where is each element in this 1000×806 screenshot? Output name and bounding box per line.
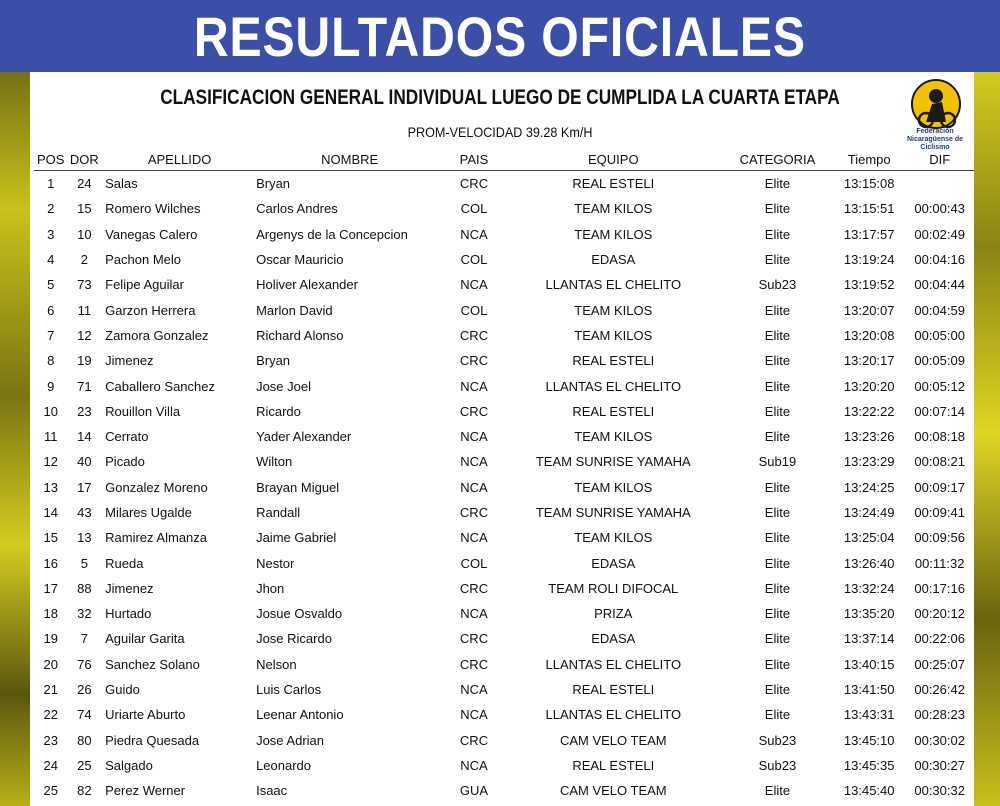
table-row — [34, 677, 974, 702]
cell-gap: 00:08:18 — [914, 429, 965, 445]
cell-country: NCA — [460, 682, 488, 698]
cell-gap: 00:08:21 — [914, 454, 965, 470]
cell-position: 22 — [43, 707, 58, 723]
table-row — [34, 449, 974, 474]
cell-bib-number: 5 — [80, 555, 88, 571]
cell-position: 13 — [43, 479, 58, 495]
cell-category: Elite — [764, 302, 791, 318]
cell-team: TEAM KILOS — [574, 429, 653, 445]
cell-first-name: Richard Alonso — [256, 327, 344, 343]
cell-bib-number: 74 — [77, 707, 92, 723]
cell-bib-number: 12 — [77, 327, 92, 343]
cell-position: 12 — [43, 454, 58, 470]
cell-bib-number: 25 — [77, 757, 92, 773]
table-row — [34, 475, 974, 500]
cell-first-name: Brayan Miguel — [256, 479, 340, 495]
cell-first-name: Marlon David — [256, 302, 333, 318]
cell-first-name: Jaime Gabriel — [256, 530, 337, 546]
cell-team: REAL ESTELI — [572, 403, 655, 419]
cell-position: 4 — [47, 252, 55, 268]
cell-position: 3 — [47, 226, 55, 242]
cell-time: 13:19:52 — [843, 277, 895, 293]
cell-country: COL — [460, 201, 488, 217]
cell-first-name: Ricardo — [256, 403, 301, 419]
cell-team: TEAM KILOS — [574, 201, 653, 217]
cell-position: 9 — [47, 378, 55, 394]
table-row — [34, 323, 974, 348]
cell-bib-number: 82 — [77, 783, 92, 799]
cell-bib-number: 80 — [77, 732, 92, 748]
cell-bib-number: 24 — [77, 176, 92, 192]
cell-surname: Garzon Herrera — [105, 302, 196, 318]
cell-country: COL — [460, 302, 488, 318]
cell-team: REAL ESTELI — [572, 757, 655, 773]
cell-gap: 00:20:12 — [914, 606, 965, 622]
cell-first-name: Leonardo — [256, 757, 312, 773]
cell-category: Elite — [764, 555, 791, 571]
cell-surname: Piedra Quesada — [105, 732, 200, 748]
cell-gap: 00:04:44 — [914, 277, 965, 293]
cell-country: CRC — [459, 403, 489, 419]
cell-team: CAM VELO TEAM — [559, 783, 667, 799]
cell-country: NCA — [460, 757, 488, 773]
table-row — [34, 601, 974, 626]
table-row — [34, 576, 974, 601]
cell-surname: Rueda — [105, 555, 144, 571]
cell-time: 13:17:57 — [843, 226, 895, 242]
table-row — [34, 247, 974, 272]
cell-position: 14 — [43, 505, 58, 520]
results-body — [34, 171, 974, 804]
header-equipo: EQUIPO — [505, 148, 722, 171]
cell-category: Elite — [764, 201, 791, 217]
cell-country: NCA — [460, 530, 488, 546]
cell-category: Elite — [764, 580, 791, 596]
cell-time: 13:20:17 — [843, 353, 895, 369]
cell-first-name: Nestor — [256, 555, 295, 571]
cell-category: Elite — [764, 378, 791, 394]
cell-surname: Pachon Melo — [105, 252, 182, 268]
table-row — [34, 424, 974, 449]
cell-surname: Hurtado — [105, 606, 152, 622]
cell-time: 13:25:04 — [843, 530, 895, 546]
cell-team: EDASA — [591, 631, 636, 647]
cell-first-name: Luis Carlos — [256, 682, 322, 698]
cell-category: Elite — [764, 176, 791, 192]
cell-country: CRC — [459, 505, 489, 520]
cell-team: EDASA — [591, 555, 636, 571]
cell-position: 16 — [43, 555, 58, 571]
cell-first-name: Oscar Mauricio — [256, 252, 344, 268]
page-title: CLASIFICACION GENERAL INDIVIDUAL LUEGO DE CUMPLIDA LA CUARTA ETAPA — [160, 86, 840, 109]
cell-surname: Perez Werner — [105, 783, 186, 799]
cell-time: 13:45:10 — [843, 732, 895, 748]
cell-category: Sub23 — [758, 757, 797, 773]
cell-team: CAM VELO TEAM — [559, 732, 667, 748]
header-tiempo: Tiempo — [833, 148, 905, 171]
cell-category: Elite — [764, 682, 791, 698]
cell-time: 13:45:40 — [843, 783, 895, 799]
cell-country: NCA — [460, 429, 488, 445]
cell-position: 20 — [43, 656, 58, 672]
cell-position: 11 — [44, 429, 58, 445]
cell-position: 17 — [43, 580, 58, 596]
cell-country: NCA — [460, 226, 488, 242]
cell-category: Elite — [764, 479, 791, 495]
cell-surname: Jimenez — [105, 353, 154, 369]
cell-first-name: Carlos Andres — [256, 201, 338, 217]
cell-position: 10 — [43, 403, 58, 419]
cell-country: CRC — [459, 327, 489, 343]
table-row — [34, 550, 974, 575]
cell-gap: 00:09:41 — [914, 505, 965, 520]
cell-gap: 00:25:07 — [914, 656, 965, 672]
cell-bib-number: 73 — [77, 277, 92, 293]
cell-gap: 00:00:43 — [914, 201, 965, 217]
cell-team: LLANTAS EL CHELITO — [545, 277, 682, 293]
cell-first-name: Josue Osvaldo — [256, 606, 343, 622]
cell-gap: 00:30:27 — [914, 757, 965, 773]
cell-surname: Sanchez Solano — [105, 656, 200, 672]
cell-country: GUA — [459, 783, 489, 799]
cell-country: CRC — [459, 580, 489, 596]
cell-team: REAL ESTELI — [572, 353, 655, 369]
cell-surname: Vanegas Calero — [105, 226, 198, 242]
title-banner — [0, 0, 1000, 72]
cell-position: 7 — [47, 327, 55, 343]
cell-bib-number: 17 — [77, 479, 92, 495]
cell-time: 13:23:26 — [843, 429, 895, 445]
cell-time: 13:41:50 — [843, 682, 895, 698]
cell-team: TEAM SUNRISE YAMAHA — [535, 505, 691, 520]
header-nombre: NOMBRE — [254, 148, 443, 171]
cell-position: 8 — [47, 353, 55, 369]
table-row — [34, 500, 974, 525]
table-row — [34, 728, 974, 753]
cell-gap: 00:05:00 — [914, 327, 965, 343]
results-table — [34, 148, 974, 803]
cell-country: COL — [460, 252, 488, 268]
cell-position: 21 — [43, 682, 58, 698]
table-row — [34, 702, 974, 727]
cell-category: Elite — [764, 327, 791, 343]
cell-category: Elite — [764, 606, 791, 622]
cell-position: 25 — [43, 783, 58, 799]
cell-bib-number: 26 — [77, 682, 92, 698]
cell-team: TEAM KILOS — [574, 327, 653, 343]
cell-time: 13:32:24 — [843, 580, 895, 596]
cell-surname: Salgado — [105, 757, 153, 773]
cell-country: NCA — [460, 707, 488, 723]
cell-team: PRIZA — [594, 606, 633, 622]
cell-gap: 00:09:17 — [914, 479, 965, 495]
cell-surname: Guido — [105, 682, 140, 698]
cell-surname: Uriarte Aburto — [105, 707, 186, 723]
cell-position: 15 — [43, 530, 58, 546]
cell-position: 6 — [47, 302, 55, 318]
cell-first-name: Jose Joel — [256, 378, 311, 394]
cell-category: Elite — [764, 429, 791, 445]
cell-first-name: Argenys de la Concepcion — [256, 226, 408, 242]
cell-position: 2 — [47, 201, 55, 217]
table-row — [34, 652, 974, 677]
cell-bib-number: 10 — [77, 226, 92, 242]
cell-position: 5 — [47, 277, 55, 293]
cell-team: REAL ESTELI — [572, 682, 655, 698]
cell-position: 19 — [43, 631, 58, 647]
cell-team: REAL ESTELI — [572, 176, 655, 192]
cell-bib-number: 15 — [77, 201, 92, 217]
table-row — [34, 196, 974, 221]
cell-time: 13:35:20 — [843, 606, 895, 622]
cell-country: COL — [460, 555, 488, 571]
header-apellido: APELLIDO — [101, 148, 254, 171]
cell-team: TEAM KILOS — [574, 226, 653, 242]
cell-surname: Romero Wilches — [105, 201, 201, 217]
table-header-row — [34, 148, 974, 171]
cell-gap: 00:05:12 — [914, 378, 965, 394]
cell-surname: Jimenez — [105, 580, 154, 596]
cell-position: 1 — [47, 176, 55, 192]
cell-category: Elite — [764, 707, 791, 723]
cell-bib-number: 76 — [77, 656, 92, 672]
cell-gap: 00:22:06 — [914, 631, 965, 647]
cell-first-name: Nelson — [256, 656, 297, 672]
table-row — [34, 222, 974, 247]
cell-time: 13:40:15 — [843, 656, 895, 672]
cell-first-name: Bryan — [256, 353, 291, 369]
cell-first-name: Jose Adrian — [256, 732, 325, 748]
table-row — [34, 525, 974, 550]
table-row — [34, 348, 974, 373]
cell-surname: Salas — [105, 176, 138, 192]
cell-category: Sub19 — [758, 454, 797, 470]
cell-first-name: Leenar Antonio — [256, 707, 344, 723]
cell-gap: 00:28:23 — [914, 707, 965, 723]
cell-surname: Felipe Aguilar — [105, 277, 184, 293]
cell-gap: 00:26:42 — [914, 682, 965, 698]
cell-time: 13:19:24 — [843, 252, 895, 268]
cell-surname: Cerrato — [105, 429, 149, 445]
cell-category: Elite — [764, 656, 791, 672]
header-dor: DOR — [68, 148, 102, 171]
cell-category: Elite — [764, 783, 791, 799]
cell-time: 13:24:49 — [843, 505, 895, 520]
cell-category: Elite — [764, 530, 791, 546]
cell-team: TEAM ROLI DIFOCAL — [548, 580, 679, 596]
cell-gap: 00:11:32 — [914, 555, 965, 571]
table-row — [34, 399, 974, 424]
cell-country: NCA — [460, 277, 488, 293]
cell-first-name: Holiver Alexander — [256, 277, 358, 293]
cell-team: EDASA — [591, 252, 636, 268]
cell-country: CRC — [459, 353, 489, 369]
cell-country: NCA — [460, 606, 488, 622]
cell-category: Elite — [764, 353, 791, 369]
cell-bib-number: 11 — [77, 302, 92, 318]
cell-time: 13:15:08 — [843, 176, 895, 192]
cell-gap — [905, 171, 974, 197]
cell-surname: Gonzalez Moreno — [105, 479, 208, 495]
cell-category: Elite — [764, 252, 791, 268]
cell-time: 13:23:29 — [843, 454, 895, 470]
cell-gap: 00:04:16 — [914, 252, 965, 268]
cell-team: LLANTAS EL CHELITO — [545, 656, 682, 672]
table-row — [34, 778, 974, 803]
cell-surname: Rouillon Villa — [105, 403, 181, 419]
cell-surname: Caballero Sanchez — [105, 378, 215, 394]
cell-gap: 00:05:09 — [914, 353, 965, 369]
cell-bib-number: 43 — [77, 505, 92, 520]
cell-first-name: Isaac — [256, 783, 288, 799]
cell-team: TEAM KILOS — [574, 530, 653, 546]
cell-country: NCA — [460, 454, 488, 470]
cell-position: 18 — [43, 606, 58, 622]
cell-bib-number: 2 — [80, 252, 88, 268]
header-categoria: CATEGORIA — [722, 148, 833, 171]
cell-category: Elite — [764, 631, 791, 647]
cell-surname: Picado — [105, 454, 145, 470]
cell-country: CRC — [459, 656, 489, 672]
cell-gap: 00:04:59 — [914, 302, 965, 318]
cell-time: 13:22:22 — [843, 403, 895, 419]
cell-team: LLANTAS EL CHELITO — [545, 707, 682, 723]
cell-bib-number: 23 — [77, 403, 92, 419]
cell-time: 13:24:25 — [843, 479, 895, 495]
cell-category: Sub23 — [758, 277, 797, 293]
cell-time: 13:20:20 — [843, 378, 895, 394]
cell-surname: Ramirez Almanza — [105, 530, 208, 546]
cell-category: Elite — [764, 226, 791, 242]
cell-surname: Aguilar Garita — [105, 631, 185, 647]
table-row — [34, 297, 974, 322]
cell-time: 13:37:14 — [843, 631, 895, 647]
cell-country: CRC — [459, 631, 489, 647]
header-pos: POS — [34, 148, 68, 171]
cell-team: LLANTAS EL CHELITO — [545, 378, 682, 394]
header-dif: DIF — [905, 148, 974, 171]
banner-title: RESULTADOS OFICIALES — [193, 4, 807, 68]
cell-first-name: Randall — [256, 505, 301, 520]
table-row — [34, 753, 974, 778]
table-row — [34, 373, 974, 398]
cell-country: CRC — [459, 732, 489, 748]
cell-time: 13:15:51 — [843, 201, 895, 217]
cell-gap: 00:02:49 — [914, 226, 965, 242]
results-sheet — [30, 72, 974, 806]
cell-bib-number: 7 — [80, 631, 88, 647]
cell-bib-number: 71 — [77, 378, 92, 394]
cell-team: TEAM KILOS — [574, 479, 653, 495]
cell-country: NCA — [460, 479, 488, 495]
table-row — [34, 626, 974, 651]
cell-time: 13:20:07 — [843, 302, 895, 318]
average-speed: PROM-VELOCIDAD 39.28 Km/H — [407, 124, 593, 140]
cell-category: Sub23 — [758, 732, 797, 748]
cell-first-name: Jose Ricardo — [256, 631, 332, 647]
cell-gap: 00:30:02 — [914, 732, 965, 748]
cell-gap: 00:09:56 — [914, 530, 965, 546]
header-pais: PAIS — [443, 148, 504, 171]
cell-country: CRC — [459, 176, 489, 192]
table-row — [34, 272, 974, 297]
cell-time: 13:43:31 — [843, 707, 895, 723]
cell-team: TEAM SUNRISE YAMAHA — [535, 454, 691, 470]
cell-first-name: Jhon — [256, 580, 285, 596]
cell-first-name: Wilton — [256, 454, 293, 470]
cell-gap: 00:17:16 — [914, 580, 965, 596]
cell-gap: 00:30:32 — [914, 783, 965, 799]
logo-text: Federación Nicaragüense de Ciclismo — [906, 128, 964, 151]
cell-time: 13:45:35 — [843, 757, 895, 773]
cell-first-name: Bryan — [256, 176, 291, 192]
cell-country: NCA — [460, 378, 488, 394]
cell-position: 23 — [43, 732, 58, 748]
table-row — [34, 171, 974, 197]
cell-position: 24 — [43, 757, 58, 773]
cell-team: TEAM KILOS — [574, 302, 653, 318]
cell-surname: Zamora Gonzalez — [105, 327, 209, 343]
cell-bib-number: 19 — [77, 353, 92, 369]
cell-category: Elite — [764, 403, 791, 419]
cell-time: 13:26:40 — [843, 555, 895, 571]
cell-bib-number: 40 — [77, 454, 92, 470]
cell-gap: 00:07:14 — [914, 403, 965, 419]
cell-first-name: Yader Alexander — [256, 429, 352, 445]
cell-bib-number: 32 — [77, 606, 92, 622]
cell-bib-number: 14 — [77, 429, 92, 445]
cell-surname: Milares Ugalde — [105, 505, 192, 520]
cell-time: 13:20:08 — [843, 327, 895, 343]
cell-bib-number: 88 — [77, 580, 92, 596]
cell-bib-number: 13 — [77, 530, 92, 546]
cell-category: Elite — [764, 505, 791, 520]
